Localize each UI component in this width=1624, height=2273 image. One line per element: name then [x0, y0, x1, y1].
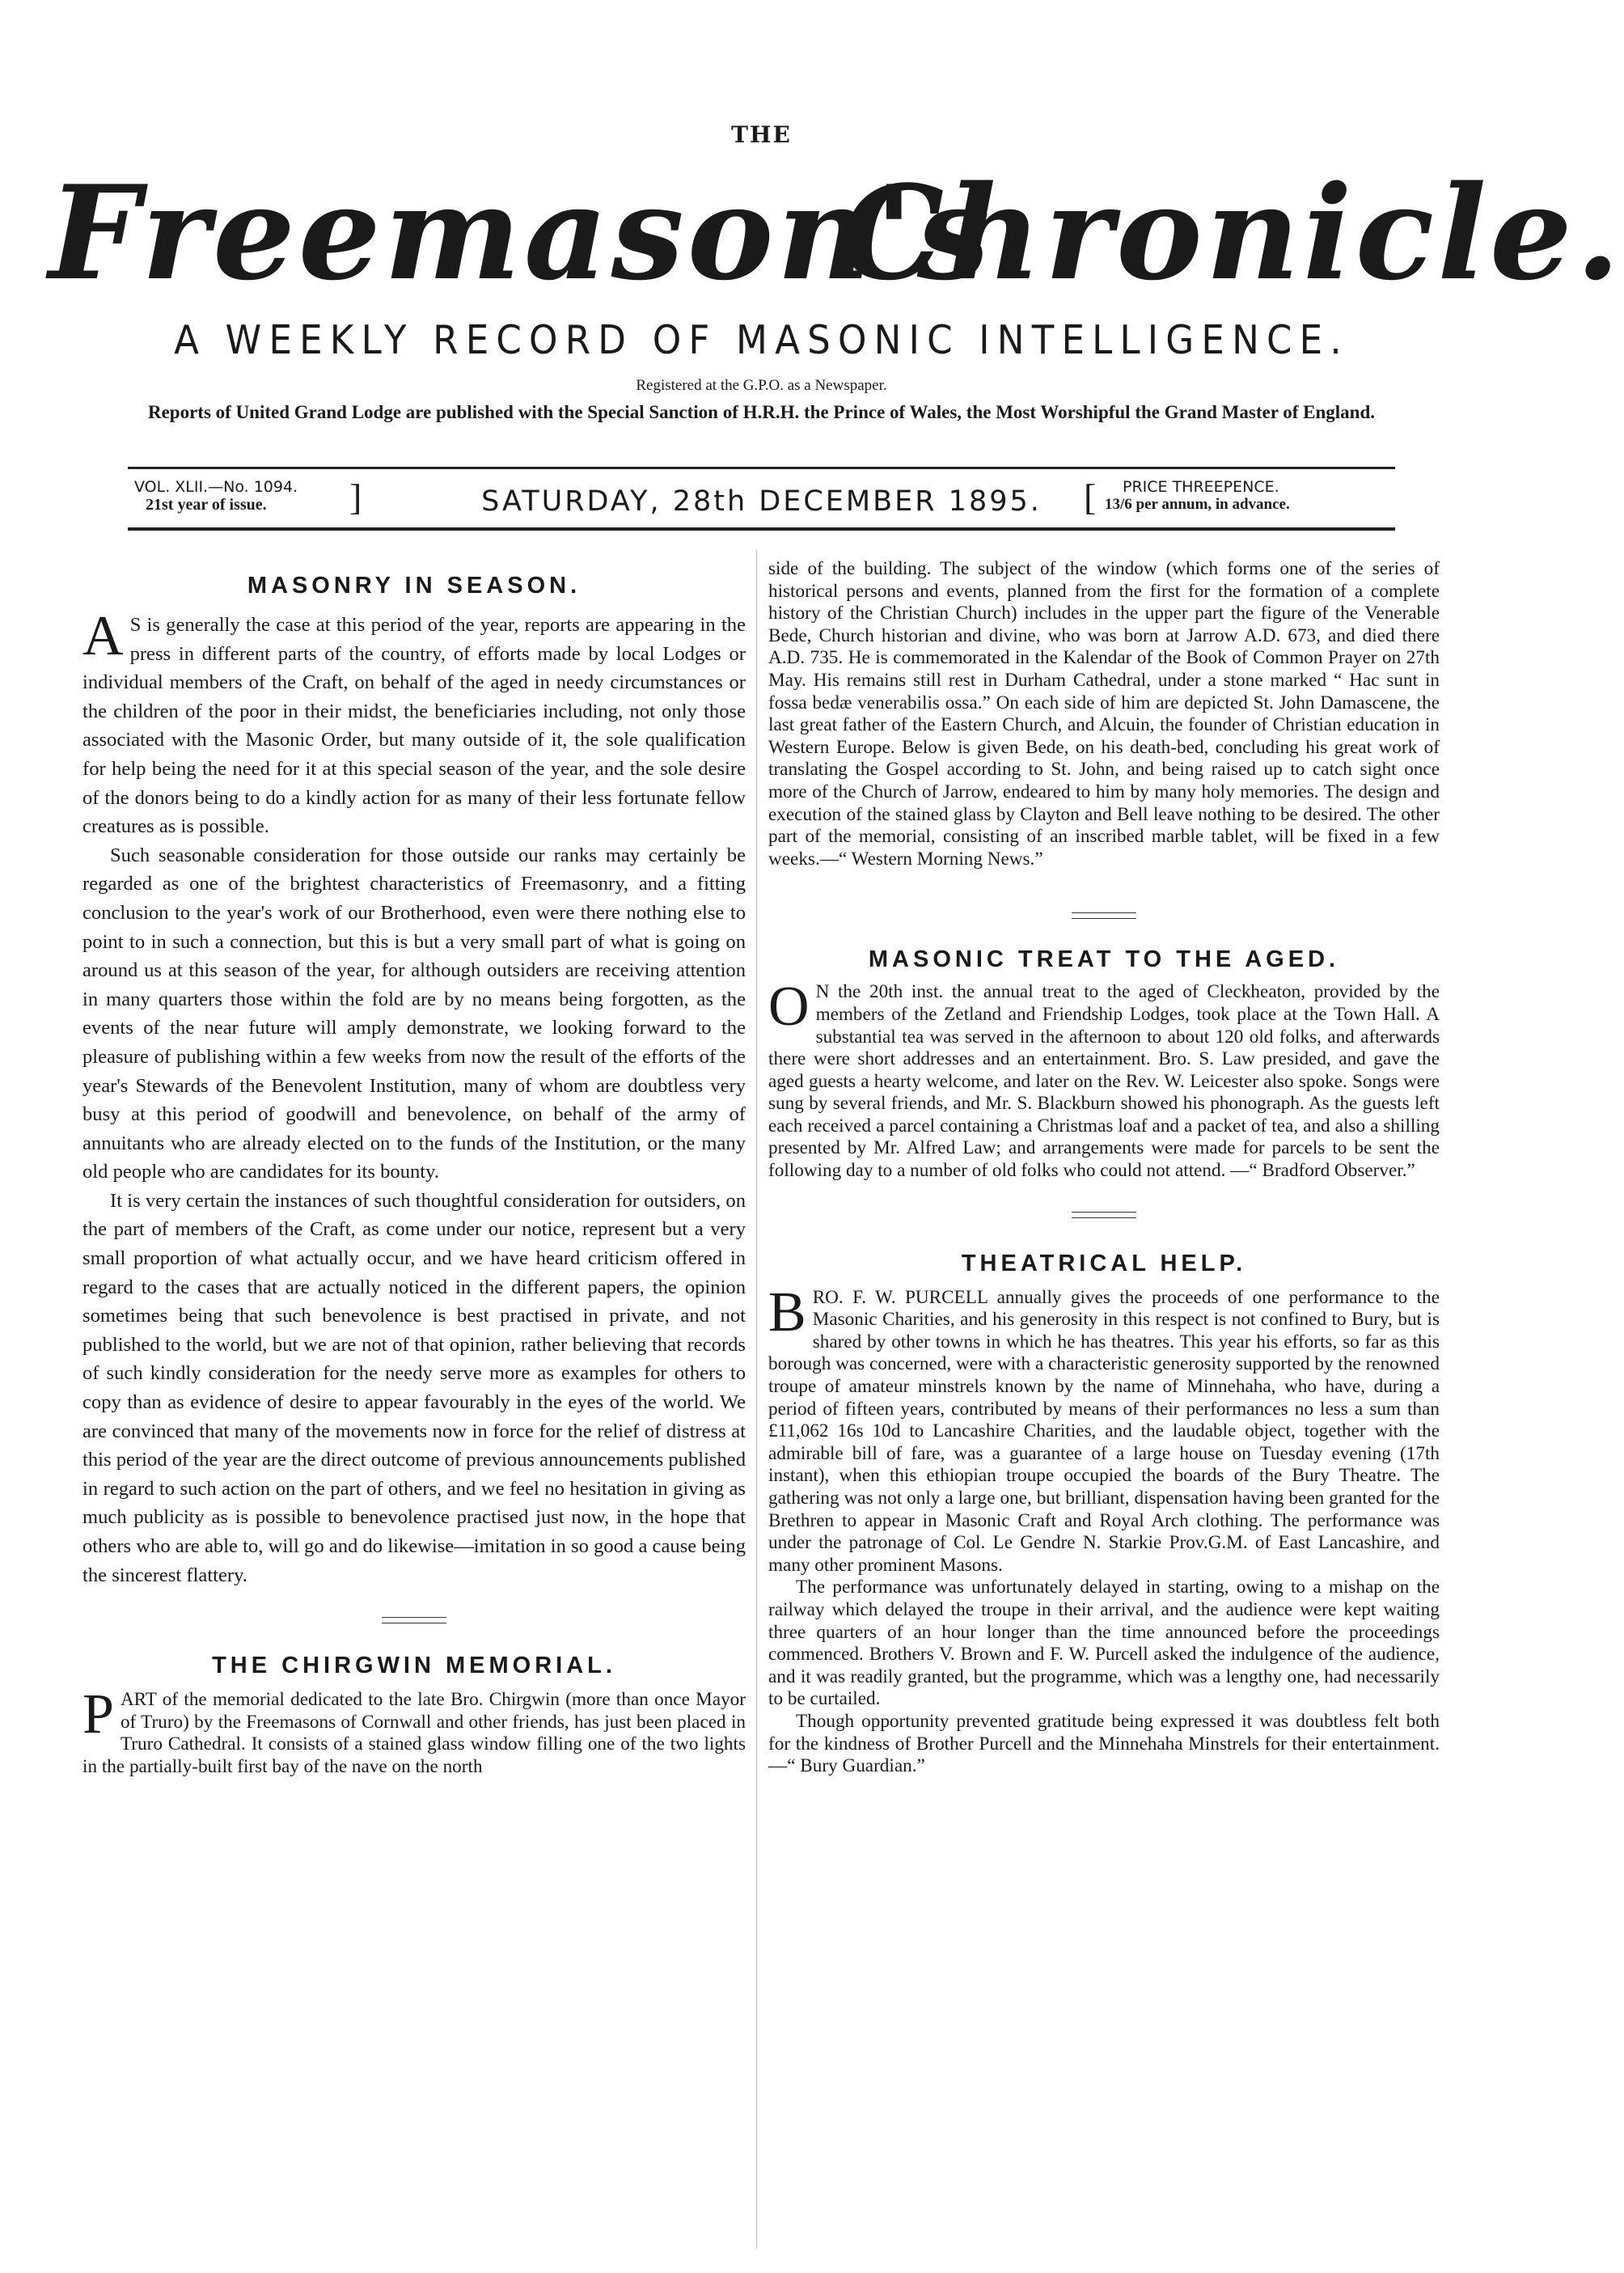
issue-year: 21st year of issue.: [146, 496, 267, 514]
article-separator: [382, 1617, 446, 1623]
article-paragraph: Though opportunity prevented gratitude being expressed it was doubtless felt both for the kindness of Brother Purcell and the Minnehaha Minstrels for their entertainment.—“ Bury Guardian.”: [768, 1710, 1440, 1777]
article-masonic-treat: [768, 946, 1440, 1182]
drop-cap: P: [82, 1683, 114, 1746]
article-theatrical-help: [768, 1251, 1440, 1778]
article-paragraph: A S is generally the case at this period of the year, reports are appearing in the press in different parts of the country, of efforts made by local Lodges or individual members of the Craft, on behalf of the aged in needy circumstances or the children of the poor in their midst, the beneficiaries including, not only those associated with the Masonic Order, but many outside of it, the sole qualification for help being the need for it at this special season of the year, and the sole desire of the donors being to do a kindly action for as many of their less fortunate fellow creatures as is possible.: [82, 605, 746, 838]
bracket-left: ]: [349, 476, 362, 518]
reports-notice: Reports of United Grand Lodge are published with the Special Sanction of H.R.H. the Prince of Wales, the Most Worshipful the Grand Master of England.: [147, 402, 1375, 422]
article-separator: [1072, 1212, 1136, 1218]
article-chirgwin-continued: [768, 550, 1440, 870]
drop-cap: A: [82, 605, 124, 667]
column-left: [82, 550, 746, 1779]
article-chirgwin-memorial: [82, 1653, 746, 1778]
registered-notice: Registered at the G.P.O. as a Newspaper.: [636, 377, 887, 394]
article-separator: [1072, 912, 1136, 919]
bracket-right: [: [1084, 476, 1097, 518]
article-paragraph: O N the 20th inst. the annual treat to the aged of Cleckheaton, provided by the members of the Zetland and Friendship Lodges, took place at the Town Hall. A substantial tea was served in the afternoon to about 120 old folks, and afterwards there were short addresses and an entertainment. Bro. S. Law presided, and gave the aged guests a hearty welcome, and later on the Rev. W. Leicester also spoke. Songs were sung by several friends, and Mr. S. Blackburn showed his phonograph. As the guests left each received a parcel containing a Christmas loaf and a packet of tea, and also a shilling presented by Mr. Alfred Law; and arrangements were made for parcels to be sent the following day to a number of old folks who could not attend. —“ Bradford Observer.”: [768, 976, 1440, 1182]
issue-price-block: [1105, 478, 1290, 514]
article-title: MASONIC TREAT TO THE AGED.: [868, 946, 1340, 973]
drop-cap: B: [768, 1280, 806, 1344]
rule-bottom: [128, 527, 1395, 531]
masthead-subtitle: A WEEKLY RECORD OF MASONIC INTELLIGENCE.: [174, 317, 1349, 363]
article-title: THE CHIRGWIN MEMORIAL.: [212, 1653, 616, 1679]
drop-cap: O: [768, 976, 810, 1039]
issue-date: SATURDAY, 28th DECEMBER 1895.: [481, 485, 1042, 518]
masthead-the: THE: [731, 121, 792, 148]
masthead-title-right: Chronicle.: [841, 157, 1624, 309]
article-paragraph: It is very certain the instances of such thoughtful consideration for outsiders, on the part of members of the Craft, as come under our notice, represent but a very small proportion of what actually occur, and we have heard criticism offered in regard to the cases that are actually noticed in the different papers, the opinion sometimes being that such benevolence is best practised in private, and not published to the world, but we are not of that opinion, rather believing that records of such kindly consideration for the needy serve more as examples for others to copy than as evidence of desire to appear favourably in the eyes of the world. We are convinced that many of the movements now in force for the relief of distress at this period of the year are the direct outcome of previous announcements published in regard to such action on the part of others, and we feel no hesitation in giving as much publicity as is possible to benevolence practised just now, in the hope that others who are able to, will go and do likewise—imitation in so good a cause being the sincerest flattery.: [82, 1189, 746, 1586]
article-title: MASONRY IN SEASON.: [247, 573, 582, 599]
issue-price: PRICE THREEPENCE.: [1123, 478, 1279, 496]
article-masonry-in-season: [82, 550, 746, 1589]
column-divider: [756, 550, 757, 2249]
article-title: THEATRICAL HELP.: [961, 1250, 1247, 1276]
article-paragraph: Such seasonable consideration for those outside our ranks may certainly be regarded as one of the brightest characteristics of Freemasonry, and a fitting conclusion to the year's work of our Brotherhood, even were there nothing else to point to in such a connection, but this is but a very small part of what is going on around us at this season of the year, for although outsiders are receiving attention in many quarters those within the fold are by no means being forgotten, as the events of the near future will amply demonstrate, we looking forward to the pleasure of publishing within a few weeks from now the result of the efforts of the year's Stewards of the Benevolent Institution, many of whom are doubtless very busy at this period of goodwill and benevolence, on behalf of the army of annuitants who are already elected on to the funds of the Institution, or the many old people who are candidates for its bounty.: [82, 844, 746, 1183]
article-paragraph: PART of the memorial dedicated to the late Bro. Chirgwin (more than once Mayor of Truro) by the Freemasons of Cornwall and other friends, has just been placed in Truro Cathedral. It consists of a stained glass window filling one of the two lights in the partially-built first bay of the nave on the north: [82, 1683, 746, 1777]
issue-subscription: 13/6 per annum, in advance.: [1105, 496, 1290, 513]
article-paragraph: The performance was unfortunately delayed in starting, owing to a mishap on the railway which delayed the troupe in their arrival, and the audience were kept waiting three quarters of an hour longer than the time announced before the proceedings commenced. Brothers V. Brown and F. W. Purcell asked the indulgence of the audience, and it was readily granted, but the programme, which was a lengthy one, had necessarily to be curtailed.: [768, 1577, 1440, 1710]
article-paragraph: BRO. F. W. PURCELL annually gives the proceeds of one performance to the Masonic Charities, and his generosity in this respect is not confined to Bury, but is shared by other towns in which he has theatres. This year his efforts, so far as this borough was concerned, were with a characteristic generosity supported by the renowned troupe of amateur minstrels known by the name of Minnehaha, who have, during a period of fifteen years, contributed by means of their performances no less a sum than £11,062 16s 10d to Lancashire Charities, and the laudable object, together with the admirable bill of fare, was a guarantee of a large house on Tuesday evening (17th instant), when this ethiopian troupe occupied the boards of the Bury Theatre. The gathering was not only a large one, but brilliant, dispensation having been granted for the Brethren to appear in Masonic Craft and Royal Arch clothing. The performance was under the patronage of Col. Le Gendre N. Starkie Prov.G.M. of East Lancashire, and many other prominent Masons.: [768, 1280, 1440, 1576]
issue-volume: VOL. XLII.—No. 1094.: [134, 478, 298, 496]
column-right: [768, 550, 1440, 1778]
masthead-title: [0, 152, 1624, 314]
article-paragraph: side of the building. The subject of the window (which forms one of the series of historical persons and events, planned from the first for the formation of a complete history of the Christian Church) includes in the upper part the figure of the Venerable Bede, Church historian and divine, who was born at Jarrow A.D. 673, and died there A.D. 735. He is commemorated in the Kalendar of the Book of Common Prayer on 27th May. His remains still rest in Durham Cathedral, under a stone marked “ Hac sunt in fossa bedæ venerabilis ossa.” On each side of him are depicted St. John Damascene, the last great father of the Eastern Church, and Alcuin, the founder of Christian education in Western Europe. Below is given Bede, on his death-bed, concluding his great work of translating the Gospel according to St. John, and being raised up to catch sight once more of the Church of Jarrow, endeared to him by many holy memories. The design and execution of the stained glass by Clayton and Bell leave nothing to be desired. The other part of the memorial, consisting of an inscribed marble tablet, will be fixed in a few weeks.—“ Western Morning News.”: [768, 558, 1440, 870]
masthead-title-left: Freemason's: [49, 157, 993, 309]
rule-top: [128, 467, 1395, 469]
